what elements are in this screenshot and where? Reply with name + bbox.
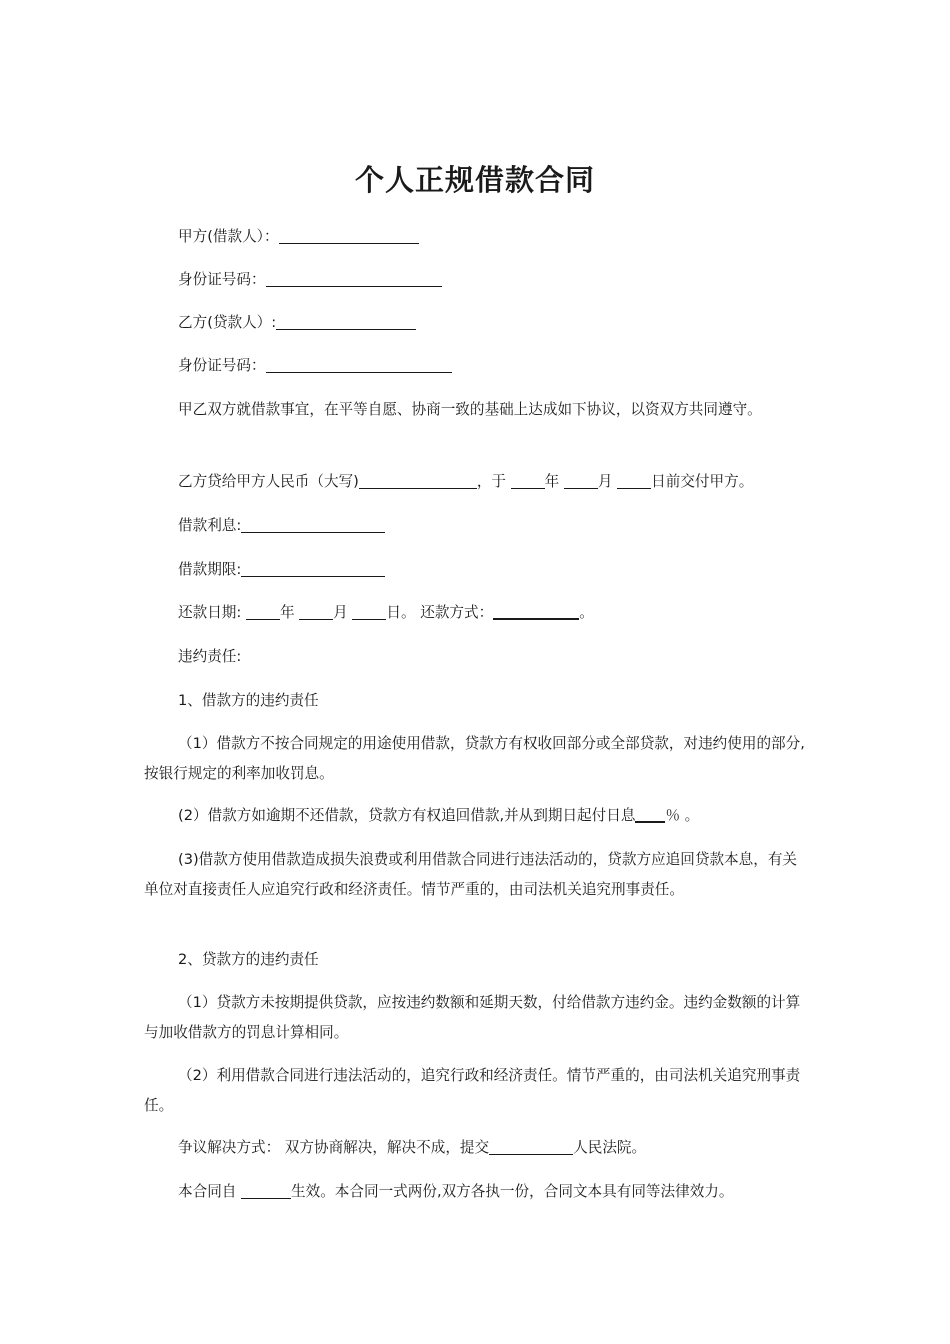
section-1-heading: 1、借款方的违约责任 [178, 692, 319, 709]
section-2-clause-2: （2）利用借款合同进行违法活动的，追究行政和经济责任。情节严重的，由司法机关追究刑事责任。 [144, 1067, 801, 1114]
term-line: 借款期限: [144, 555, 808, 585]
repay-day-blank [352, 603, 386, 620]
day-blank [617, 472, 651, 489]
year-blank [511, 472, 545, 489]
dispute-line: 争议解决方式： 双方协商解决，解决不成，提交 人民法院。 [178, 1139, 647, 1156]
court-blank [489, 1138, 573, 1155]
intro-paragraph: 甲乙双方就借款事宜，在平等自愿、协商一致的基础上达成如下协议，以资双方共同遵守。 [178, 401, 762, 418]
term-blank [241, 560, 385, 577]
repayment-line: 还款日期: 年 月 日。 还款方式： 。 [178, 604, 594, 621]
section-1-clause-3: (3)借款方使用借款造成损失浪费或利用借款合同进行违法活动的，贷款方应追回贷款本息，有关单位对直接责任人应追究行政和经济责任。情节严重的，由司法机关追究刑事责任。 [144, 851, 798, 898]
repay-month-blank [299, 603, 333, 620]
party-a-line: 甲方(借款人）： [144, 222, 808, 252]
party-b-line: 乙方(贷款人）: [144, 308, 808, 338]
amount-blank [359, 472, 477, 489]
party-a-blank [279, 227, 419, 244]
effect-line: 本合同自 生效。本合同一式两份,双方各执一份，合同文本具有同等法律效力。 [178, 1183, 734, 1200]
id-b-line: 身份证号码： [144, 351, 808, 381]
effective-date-blank [241, 1182, 291, 1199]
repay-method-blank [493, 602, 579, 620]
id-b-blank [266, 356, 452, 373]
interest-blank [241, 516, 385, 533]
loan-amount-line: 乙方贷给甲方人民币（大写) ，于 年 月 日前交付甲方。 [178, 473, 754, 490]
id-a-line: 身份证号码： [144, 265, 808, 295]
section-2-heading: 2、贷款方的违约责任 [178, 951, 319, 968]
daily-rate-blank [635, 805, 665, 823]
interest-line: 借款利息: [144, 511, 808, 541]
repay-year-blank [246, 603, 280, 620]
month-blank [564, 472, 598, 489]
section-2-clause-1: （1）贷款方未按期提供贷款，应按违约数额和延期天数，付给借款方违约金。违约金数额的计算与加收借款方的罚息计算相同。 [144, 994, 801, 1041]
party-b-blank [276, 313, 416, 330]
section-1-clause-1: （1）借款方不按合同规定的用途使用借款，贷款方有权收回部分或全部贷款，对违约使用的部分,按银行规定的利率加收罚息。 [144, 735, 805, 782]
section-1-clause-2: (2）借款方如逾期不还借款，贷款方有权追回借款,并从到期日起付日息 ％ 。 [178, 807, 700, 824]
document-title: 个人正规借款合同 [354, 163, 595, 197]
breach-heading: 违约责任: [178, 648, 242, 665]
id-a-blank [266, 270, 442, 287]
